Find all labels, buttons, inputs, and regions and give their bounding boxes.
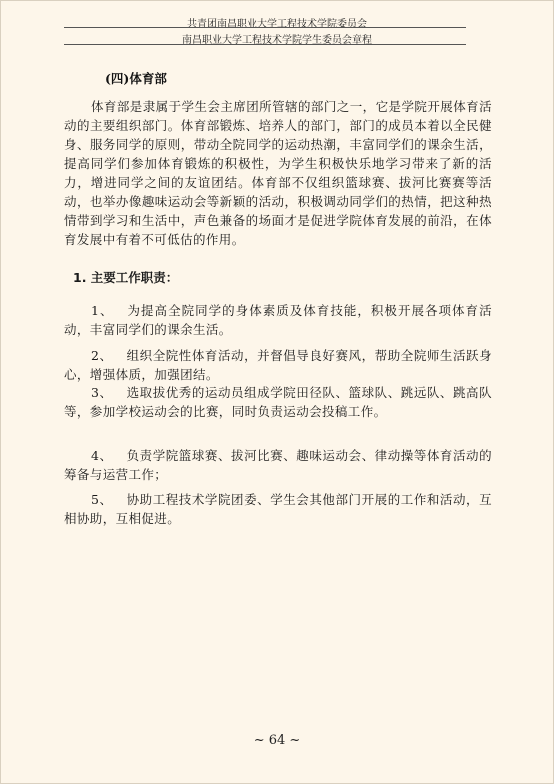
duty-item-number: 5、	[91, 492, 113, 507]
duty-item-4	[64, 446, 492, 484]
duty-item-1	[64, 301, 492, 339]
header-organization: 共青团南昌职业大学工程技术学院委员会	[187, 19, 367, 30]
duty-item-text: 为提高全院同学的身体素质及体育技能，积极开展各项体育活动，丰富同学们的课余生活。	[64, 303, 492, 337]
header-rule-bottom	[64, 44, 466, 45]
duty-item-text: 选取拔优秀的运动员组成学院田径队、篮球队、跳远队、跳高队等，参加学校运动会的比赛，同时负责运动会投稿工作。	[64, 385, 492, 419]
duty-item-text: 负责学院篮球赛、拔河比赛、趣味运动会、律动操等体育活动的筹备与运营工作；	[64, 448, 492, 482]
page-number: ~ 64 ~	[253, 733, 301, 748]
duty-item-text: 组织全院性体育活动，并督倡导良好赛风，帮助全院师生活跃身心，增强体质，加强团结。	[64, 348, 492, 382]
duties-heading: 1. 主要工作职责：	[73, 270, 179, 285]
section-intro-paragraph: 体育部是隶属于学生会主席团所管辖的部门之一，它是学院开展体育活动的主要组织部门。体育部锻炼、培养人的部门，部门的成员本着以全民健身、服务同学的原则，带动全院同学的运动热潮，丰富同学们的课余生活，提高同学们参加体育锻炼的积极性，为学生积极快乐地学习带来了新的活力，增进同学之间的友谊团结。体育部不仅组织篮球赛、拔河比赛赛等活动，也举办像趣味运动会等新颖的活动，积极调动同学们的热情，把这种热情带到学习和生活中，声色兼备的场面才是促进学院体育发展的前沿，在体育发展中有着不可低估的作用。	[64, 99, 492, 247]
duty-item-3	[64, 383, 492, 421]
duty-item-number: 4、	[91, 448, 113, 463]
duty-item-number: 1、	[91, 303, 114, 318]
duty-item-number: 3、	[91, 385, 113, 400]
duty-item-number: 2、	[91, 348, 113, 363]
section-title: (四)体育部	[105, 71, 167, 86]
header-rule-top	[64, 27, 466, 28]
duty-item-2	[64, 346, 492, 384]
duty-item-5	[64, 490, 492, 528]
duty-item-text: 协助工程技术学院团委、学生会其他部门开展的工作和活动，互相协助，互相促进。	[64, 492, 492, 526]
header-document-title: 南昌职业大学工程技术学院学生委员会章程	[182, 35, 372, 46]
